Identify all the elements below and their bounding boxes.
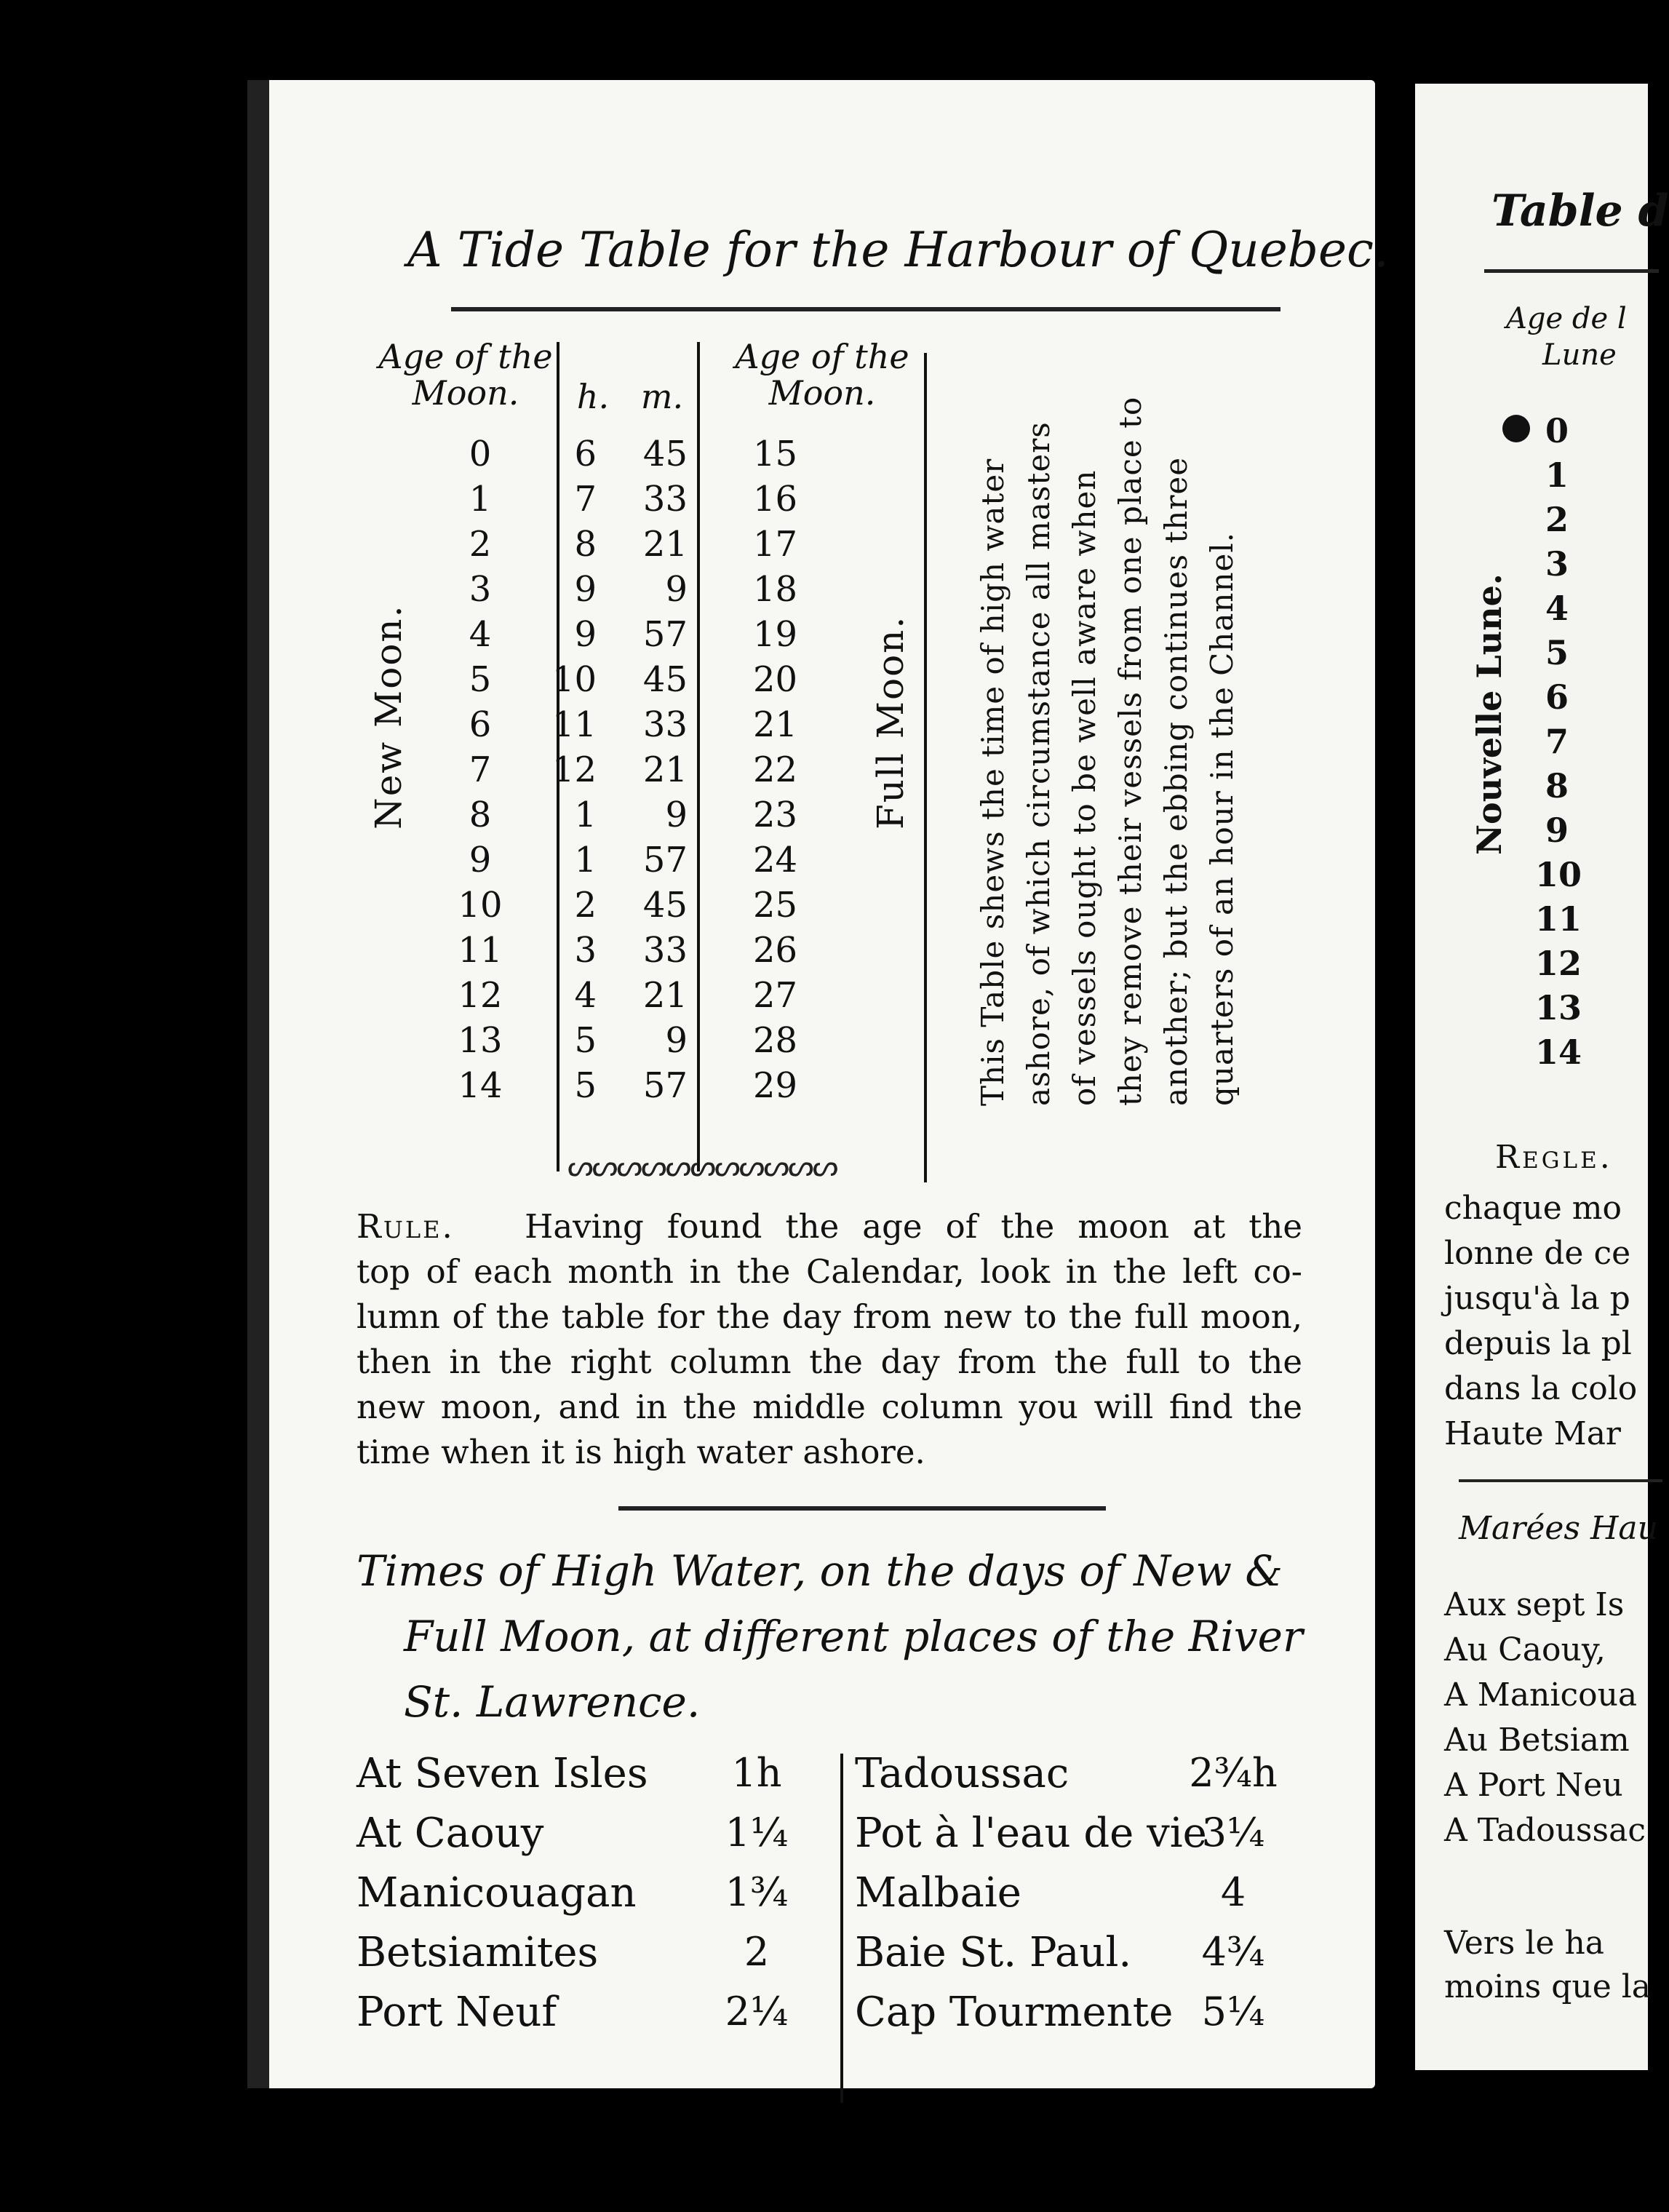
place-name: Port Neuf xyxy=(356,1989,557,2036)
hours-cell: 3 xyxy=(574,930,597,971)
age-full-moon-cell: 19 xyxy=(753,614,798,655)
age-full-moon-cell: 27 xyxy=(753,975,798,1016)
age-full-moon-cell: 21 xyxy=(753,704,798,745)
right-age-cell: 2 xyxy=(1545,500,1569,539)
age-full-moon-cell: 16 xyxy=(753,479,798,520)
marees-line: A Manicoua xyxy=(1444,1676,1638,1714)
minutes-cell: 33 xyxy=(642,704,688,745)
title-rule xyxy=(451,307,1280,311)
hours-cell: 4 xyxy=(574,975,597,1016)
age-full-moon-cell: 15 xyxy=(753,434,798,474)
age-new-moon-cell: 14 xyxy=(458,1065,503,1106)
age-full-moon-cell: 28 xyxy=(753,1020,798,1061)
regle-label: Regle. xyxy=(1495,1139,1613,1176)
side-note-line: of vessels ought to be well aware when xyxy=(1067,469,1102,1106)
right-bottom-line: moins que la xyxy=(1444,1968,1652,2005)
age-new-moon-cell: 11 xyxy=(458,930,503,971)
side-note-line: another; but the ebbing continues three xyxy=(1158,456,1194,1106)
high-water-time: 4¾ xyxy=(1201,1929,1265,1975)
hours-cell: 6 xyxy=(574,434,597,474)
hours-cell: 5 xyxy=(574,1020,597,1061)
minutes-cell: 57 xyxy=(642,614,688,655)
minutes-cell: 57 xyxy=(642,840,688,880)
age-new-moon-cell: 12 xyxy=(458,975,503,1016)
age-new-moon-cell: 10 xyxy=(458,885,503,926)
high-water-time: 4 xyxy=(1220,1869,1246,1915)
right-age-cell: 6 xyxy=(1545,677,1569,717)
right-age-header: Age de l xyxy=(1506,302,1627,335)
right-age-cell: 7 xyxy=(1545,722,1569,761)
hours-cell: 5 xyxy=(574,1065,597,1106)
times-title-line: Full Moon, at different places of the River xyxy=(404,1612,1303,1661)
age-new-moon-cell: 2 xyxy=(469,524,492,565)
right-age-cell: 13 xyxy=(1535,988,1582,1027)
regle-line: dans la colo xyxy=(1444,1370,1638,1407)
new-moon-symbol-icon xyxy=(1502,415,1530,442)
age-new-moon-cell: 3 xyxy=(469,569,492,610)
age-full-moon-cell: 24 xyxy=(753,840,798,880)
right-age-cell: 3 xyxy=(1545,544,1569,584)
full-moon-label: Full Moon. xyxy=(869,615,912,830)
age-full-moon-cell: 23 xyxy=(753,795,798,835)
hours-cell: 2 xyxy=(574,885,597,926)
age-new-moon-cell: 5 xyxy=(469,659,492,700)
ornament-divider: ᔕᔕᔕᔕᔕᔕᔕᔕᔕᔕᔕ xyxy=(567,1150,837,1183)
side-note-line: This Table shews the time of high water xyxy=(975,458,1011,1106)
marees-line: Au Caouy, xyxy=(1444,1631,1606,1668)
marees-title: Marées Hau xyxy=(1459,1510,1658,1547)
age-new-moon-cell: 6 xyxy=(469,704,492,745)
place-name: At Seven Isles xyxy=(356,1750,648,1797)
rule-line: Having found the age of the moon at the xyxy=(525,1207,1302,1246)
marees-line: Aux sept Is xyxy=(1444,1586,1625,1623)
minutes-cell: 21 xyxy=(642,975,688,1016)
rule-line: time when it is high water ashore. xyxy=(356,1433,925,1471)
age-new-moon-cell: 1 xyxy=(469,479,492,520)
page-gutter-shadow xyxy=(247,80,269,2088)
right-section-rule xyxy=(1459,1479,1662,1482)
age-full-moon-cell: 17 xyxy=(753,524,798,565)
age-full-moon-cell: 25 xyxy=(753,885,798,926)
age-new-moon-cell: 8 xyxy=(469,795,492,835)
right-age-cell: 10 xyxy=(1535,855,1582,894)
right-bottom-line: Vers le ha xyxy=(1444,1925,1605,1962)
column-rule-middle xyxy=(697,342,700,1171)
side-note-line: quarters of an hour in the Channel. xyxy=(1204,531,1240,1106)
right-age-cell: 9 xyxy=(1545,811,1569,850)
rule-line: then in the right column the day from the full to the xyxy=(356,1342,1302,1381)
age-full-moon-cell: 20 xyxy=(753,659,798,700)
regle-line: chaque mo xyxy=(1444,1190,1622,1227)
minutes-cell: 21 xyxy=(642,749,688,790)
high-water-time: 5¼ xyxy=(1201,1989,1265,2034)
marees-line: Au Betsiam xyxy=(1444,1722,1630,1759)
high-water-time: 1¾ xyxy=(725,1869,789,1915)
age-new-moon-cell: 0 xyxy=(469,434,492,474)
hours-cell: 1 xyxy=(574,795,597,835)
age-full-moon-cell: 22 xyxy=(753,749,798,790)
age-new-moon-cell: 7 xyxy=(469,749,492,790)
rule-line: top of each month in the Calendar, look in the left co- xyxy=(356,1252,1302,1291)
right-age-cell: 5 xyxy=(1545,633,1569,672)
age-full-moon-cell: 26 xyxy=(753,930,798,971)
hours-cell: 8 xyxy=(574,524,597,565)
age-full-moon-cell: 18 xyxy=(753,569,798,610)
column-rule-right xyxy=(924,353,927,1182)
new-moon-label: New Moon. xyxy=(367,604,410,830)
right-title-rule xyxy=(1484,269,1659,273)
place-name: Betsiamites xyxy=(356,1929,599,1976)
page-title: A Tide Table for the Harbour of Quebec. xyxy=(407,222,1390,278)
minutes-cell: 45 xyxy=(642,659,688,700)
nouvelle-lune-label: Nouvelle Lune. xyxy=(1470,573,1509,855)
place-name: Cap Tourmente xyxy=(855,1989,1174,2036)
hours-cell: 11 xyxy=(551,704,597,745)
minutes-cell: 9 xyxy=(665,795,688,835)
minutes-cell: 33 xyxy=(642,479,688,520)
hours-cell: 12 xyxy=(551,749,597,790)
section-rule xyxy=(618,1506,1106,1511)
rule-line: new moon, and in the middle column you will find the xyxy=(356,1388,1302,1426)
place-name: Malbaie xyxy=(855,1869,1021,1917)
times-title-line: St. Lawrence. xyxy=(404,1677,701,1727)
right-age-cell: 11 xyxy=(1535,899,1582,939)
side-note-line: ashore, of which circumstance all masters xyxy=(1021,421,1056,1106)
high-water-time: 1¼ xyxy=(725,1810,789,1855)
minutes-cell: 9 xyxy=(665,1020,688,1061)
minutes-cell: 45 xyxy=(642,885,688,926)
side-note-line: they remove their vessels from one place to xyxy=(1112,396,1148,1106)
header-age-left: Age of the Moon. xyxy=(378,337,553,413)
minutes-cell: 57 xyxy=(642,1065,688,1106)
regle-line: jusqu'à la p xyxy=(1444,1280,1630,1317)
age-full-moon-cell: 29 xyxy=(753,1065,798,1106)
regle-line: lonne de ce xyxy=(1444,1235,1631,1272)
rule-label: Rule. xyxy=(356,1207,455,1246)
minutes-cell: 45 xyxy=(642,434,688,474)
hours-cell: 10 xyxy=(551,659,597,700)
times-title-line: Times of High Water, on the days of New & xyxy=(356,1546,1283,1596)
right-page-title: Table d xyxy=(1491,186,1669,236)
marees-line: A Port Neu xyxy=(1444,1767,1623,1804)
hours-cell: 9 xyxy=(574,569,597,610)
minutes-cell: 9 xyxy=(665,569,688,610)
minutes-cell: 21 xyxy=(642,524,688,565)
age-new-moon-cell: 4 xyxy=(469,614,492,655)
rule-paragraph xyxy=(356,1204,1302,1475)
age-new-moon-cell: 13 xyxy=(458,1020,503,1061)
place-name: Tadoussac xyxy=(855,1750,1069,1797)
place-name: At Caouy xyxy=(356,1810,544,1857)
hours-cell: 9 xyxy=(574,614,597,655)
age-new-moon-cell: 9 xyxy=(469,840,492,880)
rule-line: lumn of the table for the day from new to the full moon, xyxy=(356,1297,1302,1336)
right-age-cell: 8 xyxy=(1545,766,1569,805)
right-age-cell: 0 xyxy=(1545,411,1569,450)
places-column-rule xyxy=(840,1754,843,2103)
regle-line: depuis la pl xyxy=(1444,1325,1632,1362)
high-water-time: 2¾h xyxy=(1189,1750,1278,1796)
hours-cell: 7 xyxy=(574,479,597,520)
high-water-time: 3¼ xyxy=(1201,1810,1265,1855)
left-page xyxy=(247,80,1390,2088)
hours-cell: 1 xyxy=(574,840,597,880)
high-water-time: 1h xyxy=(731,1750,782,1796)
header-minutes: m. xyxy=(640,377,684,416)
high-water-time: 2 xyxy=(744,1929,770,1975)
place-name: Baie St. Paul. xyxy=(855,1929,1132,1976)
minutes-cell: 33 xyxy=(642,930,688,971)
right-age-cell: 1 xyxy=(1545,455,1569,495)
right-age-cell: 4 xyxy=(1545,589,1569,628)
high-water-time: 2¼ xyxy=(725,1989,789,2034)
header-hours: h. xyxy=(576,377,610,416)
place-name: Pot à l'eau de vie xyxy=(855,1810,1207,1857)
place-name: Manicouagan xyxy=(356,1869,637,1917)
header-age-right: Age of the Moon. xyxy=(735,337,909,413)
right-age-header: Lune xyxy=(1542,338,1617,372)
right-age-cell: 12 xyxy=(1535,944,1582,983)
right-age-cell: 14 xyxy=(1535,1033,1582,1072)
right-page xyxy=(1415,84,1669,2070)
regle-line: Haute Mar xyxy=(1444,1415,1621,1452)
marees-line: A Tadoussac xyxy=(1444,1812,1646,1849)
